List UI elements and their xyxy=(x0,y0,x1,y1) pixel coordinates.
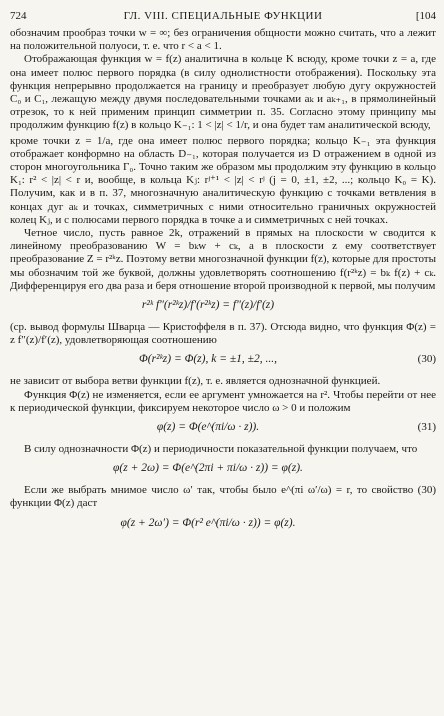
equation-ratio-body: r²ᵏ f″(r²ᵏz)/f′(r²ᵏz) = f″(z)/f′(z) xyxy=(141,299,275,312)
equation-31 xyxy=(10,415,436,443)
paragraph-3: кроме точки z = 1/a, где она имеет полюс первого порядка; кольцо K₋₁ эта функция отображает конформно на область D₋₁, которая получается из D отражением в одной из сторон многоугольника Γ₀. Точно таким же образом мы продолжим эту функцию в кольцо K₁: r² < |z| < r и, вообще, в кольца Kⱼ: rʲ⁺¹ < |z| < rʲ (j = 0, ±1, ±2, ...; кольцо K₀ = K). Получим, как и в п. 37, многозначную аналитическую функцию с точками ветвления в концах дуг aₖ и точках, симметричных с ними относительно граничных окружностей колец Kⱼ, и с полюсами первого порядка в точке a и симметричных с ней точках. xyxy=(10,134,436,226)
paragraph-2: Отображающая функция w = f(z) аналитична в кольце K всюду, кроме точки z = a, где она имеет полюс первого порядка (в силу однолистности отображения). Поскольку эта функция непрерывно продолжается на границу и преобразует любую дугу окружностей C₀ и C₁, лежащую между двумя последовательными точками aₖ и aₖ₊₁, в прямолинейный отрезок, то к ней применим принцип симметрии п. 35. Согласно этому принципу мы продолжим функцию f(z) в кольцо K₋₁: 1 < |z| < 1/r, и она будет там аналитической всюду, xyxy=(10,53,436,132)
section-number: [104 xyxy=(415,10,436,22)
equation-imag-period xyxy=(10,511,436,539)
paragraph-9: Если же выбрать мнимое число ω′ так, чтобы было e^(πi ω′/ω) = r, то свойство (30) функции Φ(z) даст xyxy=(10,484,436,510)
equation-31-body: φ(z) = Φ(e^(πi/ω · z)). xyxy=(156,421,260,434)
running-header xyxy=(10,9,436,23)
running-title: ГЛ. VIII. СПЕЦИАЛЬНЫЕ ФУНКЦИИ xyxy=(123,10,323,22)
page-content xyxy=(10,27,436,539)
paragraph-7: Функция Φ(z) не изменяется, если ее аргумент умножается на r². Чтобы перейти от нее к периодической функции, фиксируем некоторое число ω > 0 и положим xyxy=(10,388,436,414)
equation-period-body: φ(z + 2ω) = Φ(e^(2πi + πi/ω · z)) = φ(z). xyxy=(113,462,303,475)
paragraph-8: В силу однозначности Φ(z) и периодичности показательной функции получаем, что xyxy=(24,443,418,456)
equation-imag-period-body: φ(z + 2ω′) = Φ(r² e^(πi/ω · z)) = φ(z). xyxy=(120,516,296,529)
equation-30-body: Φ(r²ᵏz) = Φ(z), k = ±1, ±2, ..., xyxy=(139,353,277,366)
equation-period xyxy=(10,456,436,484)
equation-30-number: (30) xyxy=(417,353,436,366)
paragraph-6: не зависит от выбора ветви функции f(z), т. е. является однозначной функцией. xyxy=(10,375,381,388)
paragraph-4: Четное число, пусть равное 2k, отражений в прямых на плоскости w сводится к линейному преобразованию W = bₖw + cₖ, а в плоскости z ему соответствует преобразование Z = r²ᵏz. Поэтому ветви многозначной функции f(z), которые для простоты мы обозначим той же буквой, должны удовлетворять соотношению f(r²ᵏz) = bₖ f(z) + cₖ. Дифференцируя его два раза и беря отношение второй производной к первой, мы получим xyxy=(10,227,436,292)
page-number: 724 xyxy=(10,10,27,22)
equation-30 xyxy=(10,347,436,375)
equation-31-number: (31) xyxy=(417,421,436,434)
paragraph-5: (ср. вывод формулы Шварца — Кристоффеля в п. 37). Отсюда видно, что функция Φ(z) = z f″(z)/f′(z), удовлетворяющая соотношению xyxy=(10,321,436,347)
paragraph-1: обозначим прообраз точки w = ∞; без ограничения общности можно считать, что a лежит на положительной полуоси, т. е. что r < a < 1. xyxy=(10,27,436,53)
equation-ratio xyxy=(10,293,436,321)
